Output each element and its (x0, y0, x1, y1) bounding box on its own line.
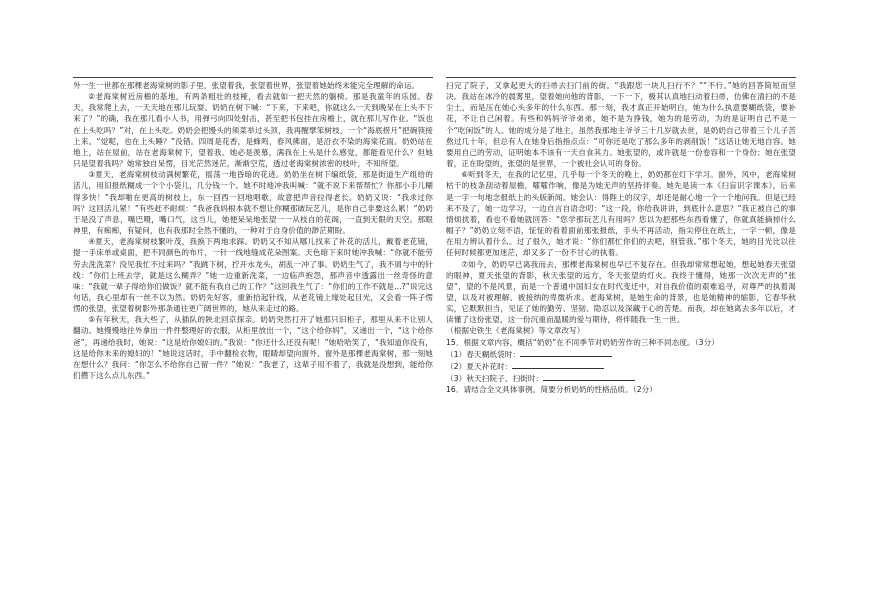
passage-paragraph: 外一生一世都在那棵老海棠树的影子里，张望着我，张望着世界，张望着她始终未能完全理解的命运。 (73, 81, 420, 90)
right-column-passage (446, 80, 796, 337)
passage-paragraph: 扫完了院子，又拿起更大的扫帚去扫门前的街。“我跟您一块儿扫行不？”“不行。”她的回答简短而坚决。我站在冰冷的晨雾里，望着她向他的背影，一下一下，极其认真地扫动着扫帚，仿佛在清扫的不是尘土，而是压在她心头多年的什么东西。那一刻，我才真正开始明白，她为什么执意要糊纸袋，要补花，不让自己闲着。有些和妈妈爷爷弟弟，她不是为挣钱，她为的是劳动，为的是证明自己不是一个“吃闲饭”的人。她的成分是了地主，虽然我那地主爷爷三十几岁就去世，是奶奶自己带着三个儿子苦熬过几十年，但总有人在她身后指指点点：“可你还是吃了那么多年的剥削饭！”这话让她无地自容。她要用自己的劳动，证明她本不该有一天自食其力。她张望的，或许就是一份卷容和一个身份；她在张望着，正在盼望的，张望的是世界，一个被社会认可的身份。 (446, 81, 796, 169)
left-column-top-rule (73, 77, 433, 78)
answer-blank[interactable] (520, 348, 612, 357)
passage-paragraph: （根据史铁生《老海棠树》等文章改写） (446, 326, 585, 336)
answer-label: （1）春天糊纸袋时： (446, 349, 521, 359)
passage-paragraph: ⑥听到冬天，在我的记忆里，几乎每一个冬天的晚上，奶奶都在灯下学习。窗外，风中，老海棠树枯干的枝条刮动着屋檐，嚯嚯作响，像是为她无声的坚持伴奏。她先是读一本《扫盲识字课本》，后来是一字一句地念报纸上的头版新闻。她会认：得陛上的汉字，却还是耐心地一个一个地问我。但是已经来不及了，她一边学习，一边自言自语念叨：“这一段，你给我讲讲，到底什么意思？”我正被自己的事情烦扰着，看也不看她就回答：“您学那玩艺儿有用吗？您以为把那些东西看懂了，你就真能摘掉什么帽子？”奶奶立刻不语，怔怔的看着面前那张报纸，手头不再活动，指尖停住在纸上，一字一顿，像是在用力辨认着什么。过了很久，她才说：“你们都忙你们的去吧，别管我。”那个冬天，她的目光比以往任何时候都更加迷茫，却又多了一份不甘心的执着。 (446, 170, 796, 258)
passage-paragraph: ②老海棠树近房檐的基地，有两条粗壮的枝桠，看去就如一把天然的躺椅。那是我童年的乐园。春天，我常爬上去，一天天地在那儿玩耍。奶奶在树下喊：“下来，下来吧，你就这么一天到晚呆在上头不下来了？”的确，我在那儿看小人书，用弹弓向四处射击，甚至把书包挂在房檐上，就在那儿写作业。“饭也在上头吃吗？”对，在上头吃。奶奶会把馒头的须菜举过头顶，我再醒擘笨树枝，一个“海底捞月”把碗筷接上来。“觉呢，也在上头睡？”没错。四周是花香，是蜂鸣，春风拂面，是沿衣不染的海棠花雨。奶奶站在地上，站在屋前，站在老海棠树下，望着我。她必是羡慕，满我在上头是什么感觉，都能看见什么？但她只是望着我吗？她常独自呆愣，目光茫然迷茫，渐渐空荒，透过老海棠树浓密的枝叶，不知所望。 (73, 92, 433, 169)
right-column (446, 80, 796, 395)
answer-line (446, 372, 796, 384)
answer-blank[interactable] (543, 372, 635, 381)
passage-paragraph: ⑤有年秋天，我大些了，从插队的陕北回京探亲。奶奶突然打开了她那只旧柜子，那里从来不让别人翻动。她慢慢地往外拿出一件件整理好的衣服，从柜里放出一个，“这个给你妈”，又递出一个，“这个给你爸”，再递给我时，她说：“这是给你媳妇的。”我说：“你还什么还没有呢！”她哈哈笑了，“我知道你没有，这是给你未来的媳妇的！”她说这话时，手中翻检衣物，眼睛却望向窗外，窗外是那棵老海棠树，那一刻她在想什么？我问：“你怎么不给你自己留一件？”她说：“我老了，这辈子用不着了，我就是没想到，能给你们攒下这么点儿东西。” (73, 315, 433, 381)
answer-label: （3）秋天扫院子、扫街时： (446, 374, 544, 384)
question-text: 15．根据文章内容，概括“奶奶”在不同季节对奶奶劳作的三种不同态度。（3分） (446, 337, 719, 347)
answer-line (446, 348, 796, 360)
left-column (73, 80, 433, 381)
answer-label: （2）夏天补花时： (446, 361, 513, 371)
question-text: 16．请结合全文具体事例，简要分析奶奶的性格品质。（2分） (446, 385, 658, 395)
question-section (446, 337, 796, 396)
right-column-top-rule (446, 77, 796, 78)
passage-paragraph: ④夏天，老海棠树枝繁叶茂，我换下两地求踩。奶奶又不知从哪儿找来了补花的活儿，戴着老花镜，提一手床单或桌面，把不同颜色的布片，一针一线地缝成花朵图案。天色暗下来时她冲我喊：“你就不能劳劳去洗洗菜？没见我忙不过来吗？”我跳下树，拧开水龙头，胡乱一冲了事。奶奶生气了，我不屑与中的针线：“你们上班去学，就是这么糊弄？”她一边重新洗菜，一边临声抱怨，那声音中透露出一丝奇怪的意味：“我就一辈子得给你们做饭？就不能有我自己的工作？”这回我生气了：“你们的工作不就是...?”说完这句话，我心里却有一丝不以为然。奶奶先好客，重新拾起针线，从老花镜上缘处起目光，又会看一阵子愣愣的张望，张望着树影外那条通往更广阔世界的，她从来走过的路。 (73, 237, 433, 314)
answer-line (446, 360, 796, 372)
answer-blank[interactable] (512, 360, 604, 369)
passage-paragraph: ③夏天，老海棠树枝动满树繁花，摇荡一地昏暗的花迹。奶奶坐在树下编纸袋，那是街道生产组给的活儿，用旧报纸糊成一个个小袋儿，几分钱一个。她不时地冲我叫喊：“就不说下来帮帮忙？你那小手儿糊得多快！”我却啪在更高的树枝上，东一回西一回地唱歌，故意把声音拉得老长。奶奶又说：“我求过你吗？这回活儿紧！”有些赶不耐烦：“我爸我妈根本就不想让你糊那破玩艺儿，是你自己非要这么累！”奶奶于是没了声息，嘴巴嗫，嘴口气，这当儿，她便呆呆地张望一一从枝自的花阁，一直到无限的天空。那眼神里，有痴痴，有疑问，也有我那时全然不懂的，一种对于自身价值的渺茫期盼。 (73, 170, 433, 236)
passage-paragraph: ⑦如今，奶奶早已离我而去，那棵老海棠树也早已不复存在。但我却常常想起她，想起她春天张望的眼神，夏天张望的背影，秋天张望的远方，冬天张望的灯火。我终于懂得，她那一次次无声的“张望”，望的不是风景，而是一个普通中国妇女在时代变迁中，对自我价值的艰难追寻，对尊严的执着渴望，以及对被理解、被接纳的卑微祈求。老海棠树，是她生命的背景，也是她精神的缩影，它春华秋实，它默默担当，见证了她的勤劳、坚韧、隐忍以及深藏于心的苦楚。而我，却在她离去多年以后，才读懂了这份张望，这一份沉重而温暖的爱与期待，将伴随我一生一世。 (446, 259, 796, 325)
